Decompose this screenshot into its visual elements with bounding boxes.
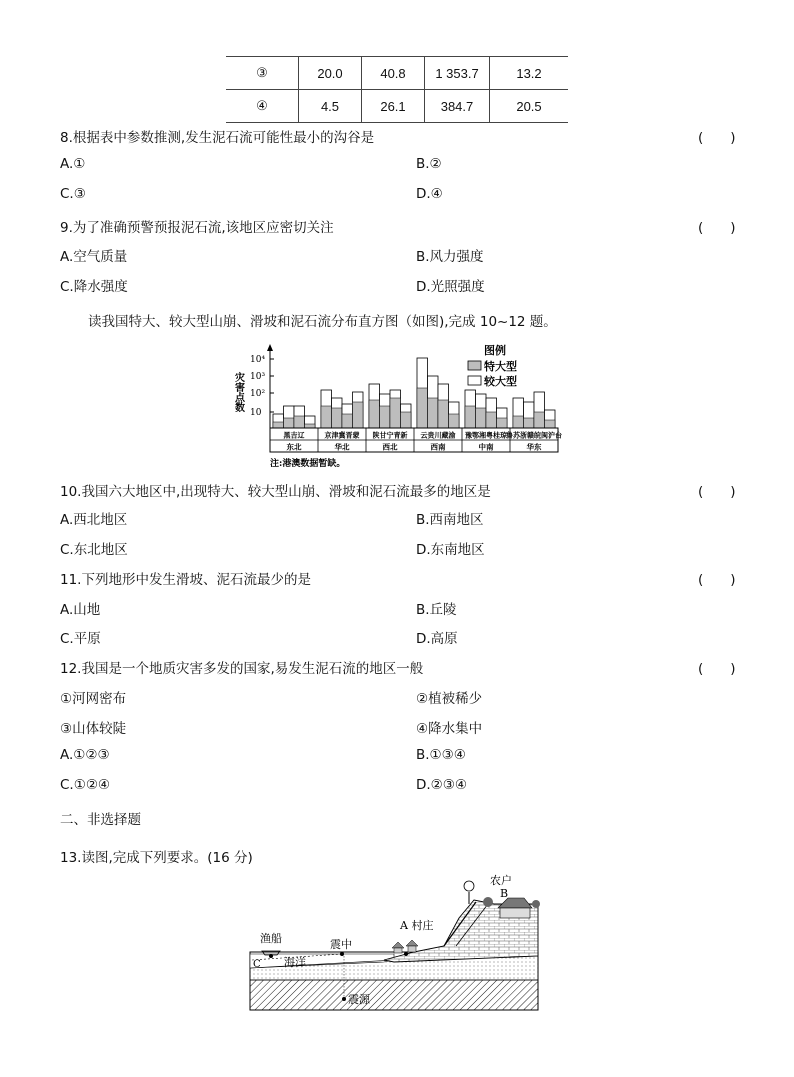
table-cell: 384.7: [425, 90, 490, 123]
bar-major: [305, 424, 316, 428]
parameter-table: [226, 56, 568, 123]
bar-major: [353, 402, 364, 428]
table-row: [226, 57, 568, 90]
province-label: 鲁苏浙赣皖闽沪台: [506, 430, 562, 440]
bar-major: [380, 406, 391, 428]
option-a[interactable]: A.山地: [60, 602, 101, 618]
province-label: 京津冀晋蒙: [324, 430, 360, 440]
y-axis-arrow: [267, 344, 273, 351]
option-d[interactable]: D.东南地区: [416, 542, 485, 558]
village-label: A 村庄: [400, 919, 434, 932]
bar-major: [513, 416, 524, 428]
option-b[interactable]: B.西南地区: [416, 512, 484, 528]
bedrock-layer: [250, 980, 538, 1010]
province-label: 陕甘宁青新: [372, 430, 408, 440]
question-9-stem: 9.为了准确预警预报泥石流,该地区应密切关注: [60, 220, 334, 236]
bar-major: [545, 420, 556, 428]
boat-point: [269, 954, 273, 958]
chart-note: 注:港澳数据暂缺。: [270, 459, 346, 469]
answer-bracket: ( ): [698, 572, 736, 588]
option-b[interactable]: B.①③④: [416, 747, 466, 763]
option-a[interactable]: A.西北地区: [60, 512, 128, 528]
y-tick-label: 10: [250, 408, 262, 418]
y-axis-label: 灾害点数: [232, 372, 244, 412]
table-cell: 4.5: [299, 90, 362, 123]
option-c[interactable]: C.平原: [60, 631, 101, 647]
bar-major: [449, 414, 460, 428]
earthquake-diagram: [244, 872, 544, 1014]
table-cell: 20.5: [490, 90, 569, 123]
focus-label: 震源: [348, 993, 370, 1006]
bar-major: [332, 408, 343, 428]
option-b[interactable]: B.②: [416, 156, 442, 172]
section-heading: 二、非选择题: [60, 812, 141, 828]
bar-major: [284, 418, 295, 428]
option-d[interactable]: D.高原: [416, 631, 458, 647]
table-cell: 13.2: [490, 57, 569, 90]
option-b[interactable]: B.风力强度: [416, 249, 484, 265]
y-tick-label: 10³: [250, 372, 266, 382]
table-cell: ④: [226, 90, 299, 123]
table-cell: 1 353.7: [425, 57, 490, 90]
question-10-stem: 10.我国六大地区中,出现特大、较大型山崩、滑坡和泥石流最多的地区是: [60, 484, 491, 500]
bar-major: [390, 398, 401, 428]
village-icon: [392, 940, 418, 953]
bar-major: [524, 418, 535, 428]
bar-major: [321, 406, 332, 428]
item-3: ③山体较陡: [60, 721, 127, 737]
province-label: 豫鄂湘粤桂琼: [465, 430, 507, 440]
table-cell: ③: [226, 57, 299, 90]
bar-major: [417, 388, 428, 428]
option-c[interactable]: C.③: [60, 186, 86, 202]
bar-major: [476, 408, 487, 428]
boat-label: 渔船: [260, 932, 282, 945]
region-label: 华北: [334, 442, 350, 452]
legend-label: 较大型: [484, 375, 517, 388]
option-a[interactable]: A.①②③: [60, 747, 110, 763]
region-label: 西北: [382, 442, 398, 452]
province-label: 云贵川藏渝: [420, 430, 456, 440]
answer-bracket: ( ): [698, 661, 736, 677]
bar-major: [534, 412, 545, 428]
legend-swatch-large: [468, 376, 481, 385]
answer-bracket: ( ): [698, 484, 736, 500]
bar-major: [342, 414, 353, 428]
bar-major: [486, 412, 497, 428]
y-tick-label: 10²: [250, 389, 266, 399]
region-label: 华东: [526, 442, 542, 452]
farmer-label: 农户: [490, 874, 512, 887]
epicenter-point: [340, 952, 344, 956]
village-point: [404, 952, 408, 956]
region-label: 西南: [430, 442, 446, 452]
option-c[interactable]: C.①②④: [60, 777, 111, 793]
answer-bracket: ( ): [698, 130, 736, 146]
option-d[interactable]: D.④: [416, 186, 443, 202]
point-b-label: B: [500, 887, 509, 900]
y-tick-label: 10⁴: [250, 355, 266, 365]
region-label: 中南: [478, 442, 494, 452]
option-a[interactable]: A.①: [60, 156, 86, 172]
question-8-stem: 8.根据表中参数推测,发生泥石流可能性最小的沟谷是: [60, 130, 375, 146]
bar-major: [438, 400, 449, 428]
bar-major: [294, 416, 305, 428]
bar-major: [369, 400, 380, 428]
table-cell: 40.8: [362, 57, 425, 90]
item-4: ④降水集中: [416, 721, 483, 737]
region-table: [270, 428, 562, 452]
bar-major: [497, 418, 508, 428]
option-b[interactable]: B.丘陵: [416, 602, 457, 618]
question-11-stem: 11.下列地形中发生滑坡、泥石流最少的是: [60, 572, 311, 588]
item-2: ②植被稀少: [416, 691, 483, 707]
sea-label: 海洋: [284, 956, 306, 969]
legend-title: 图例: [484, 344, 506, 357]
bar-major: [465, 406, 476, 428]
bar-major: [401, 412, 412, 428]
epicenter-label: 震中: [330, 938, 352, 951]
bar-major: [273, 422, 284, 428]
point-c-label: C: [253, 959, 261, 970]
option-c[interactable]: C.降水强度: [60, 279, 128, 295]
question-12-stem: 12.我国是一个地质灾害多发的国家,易发生泥石流的地区一般: [60, 661, 424, 677]
chart-intro: 读我国特大、较大型山崩、滑坡和泥石流分布直方图（如图),完成 10~12 题。: [88, 314, 557, 330]
table-cell: 26.1: [362, 90, 425, 123]
option-d[interactable]: D.光照强度: [416, 279, 485, 295]
option-a[interactable]: A.空气质量: [60, 249, 128, 265]
bar-major: [428, 398, 439, 428]
legend: [468, 343, 517, 388]
tree-icon: [464, 881, 474, 904]
legend-swatch-major: [468, 361, 481, 370]
table-row: [226, 90, 568, 123]
region-label: 东北: [286, 442, 302, 452]
question-13-stem: 13.读图,完成下列要求。(16 分): [60, 850, 253, 866]
item-1: ①河网密布: [60, 691, 127, 707]
province-label: 黑吉辽: [283, 430, 305, 440]
table-cell: 20.0: [299, 57, 362, 90]
legend-label: 特大型: [484, 360, 517, 373]
option-c[interactable]: C.东北地区: [60, 542, 128, 558]
answer-bracket: ( ): [698, 220, 736, 236]
disaster-histogram: [232, 342, 562, 472]
focus-point: [342, 997, 346, 1001]
option-d[interactable]: D.②③④: [416, 777, 467, 793]
